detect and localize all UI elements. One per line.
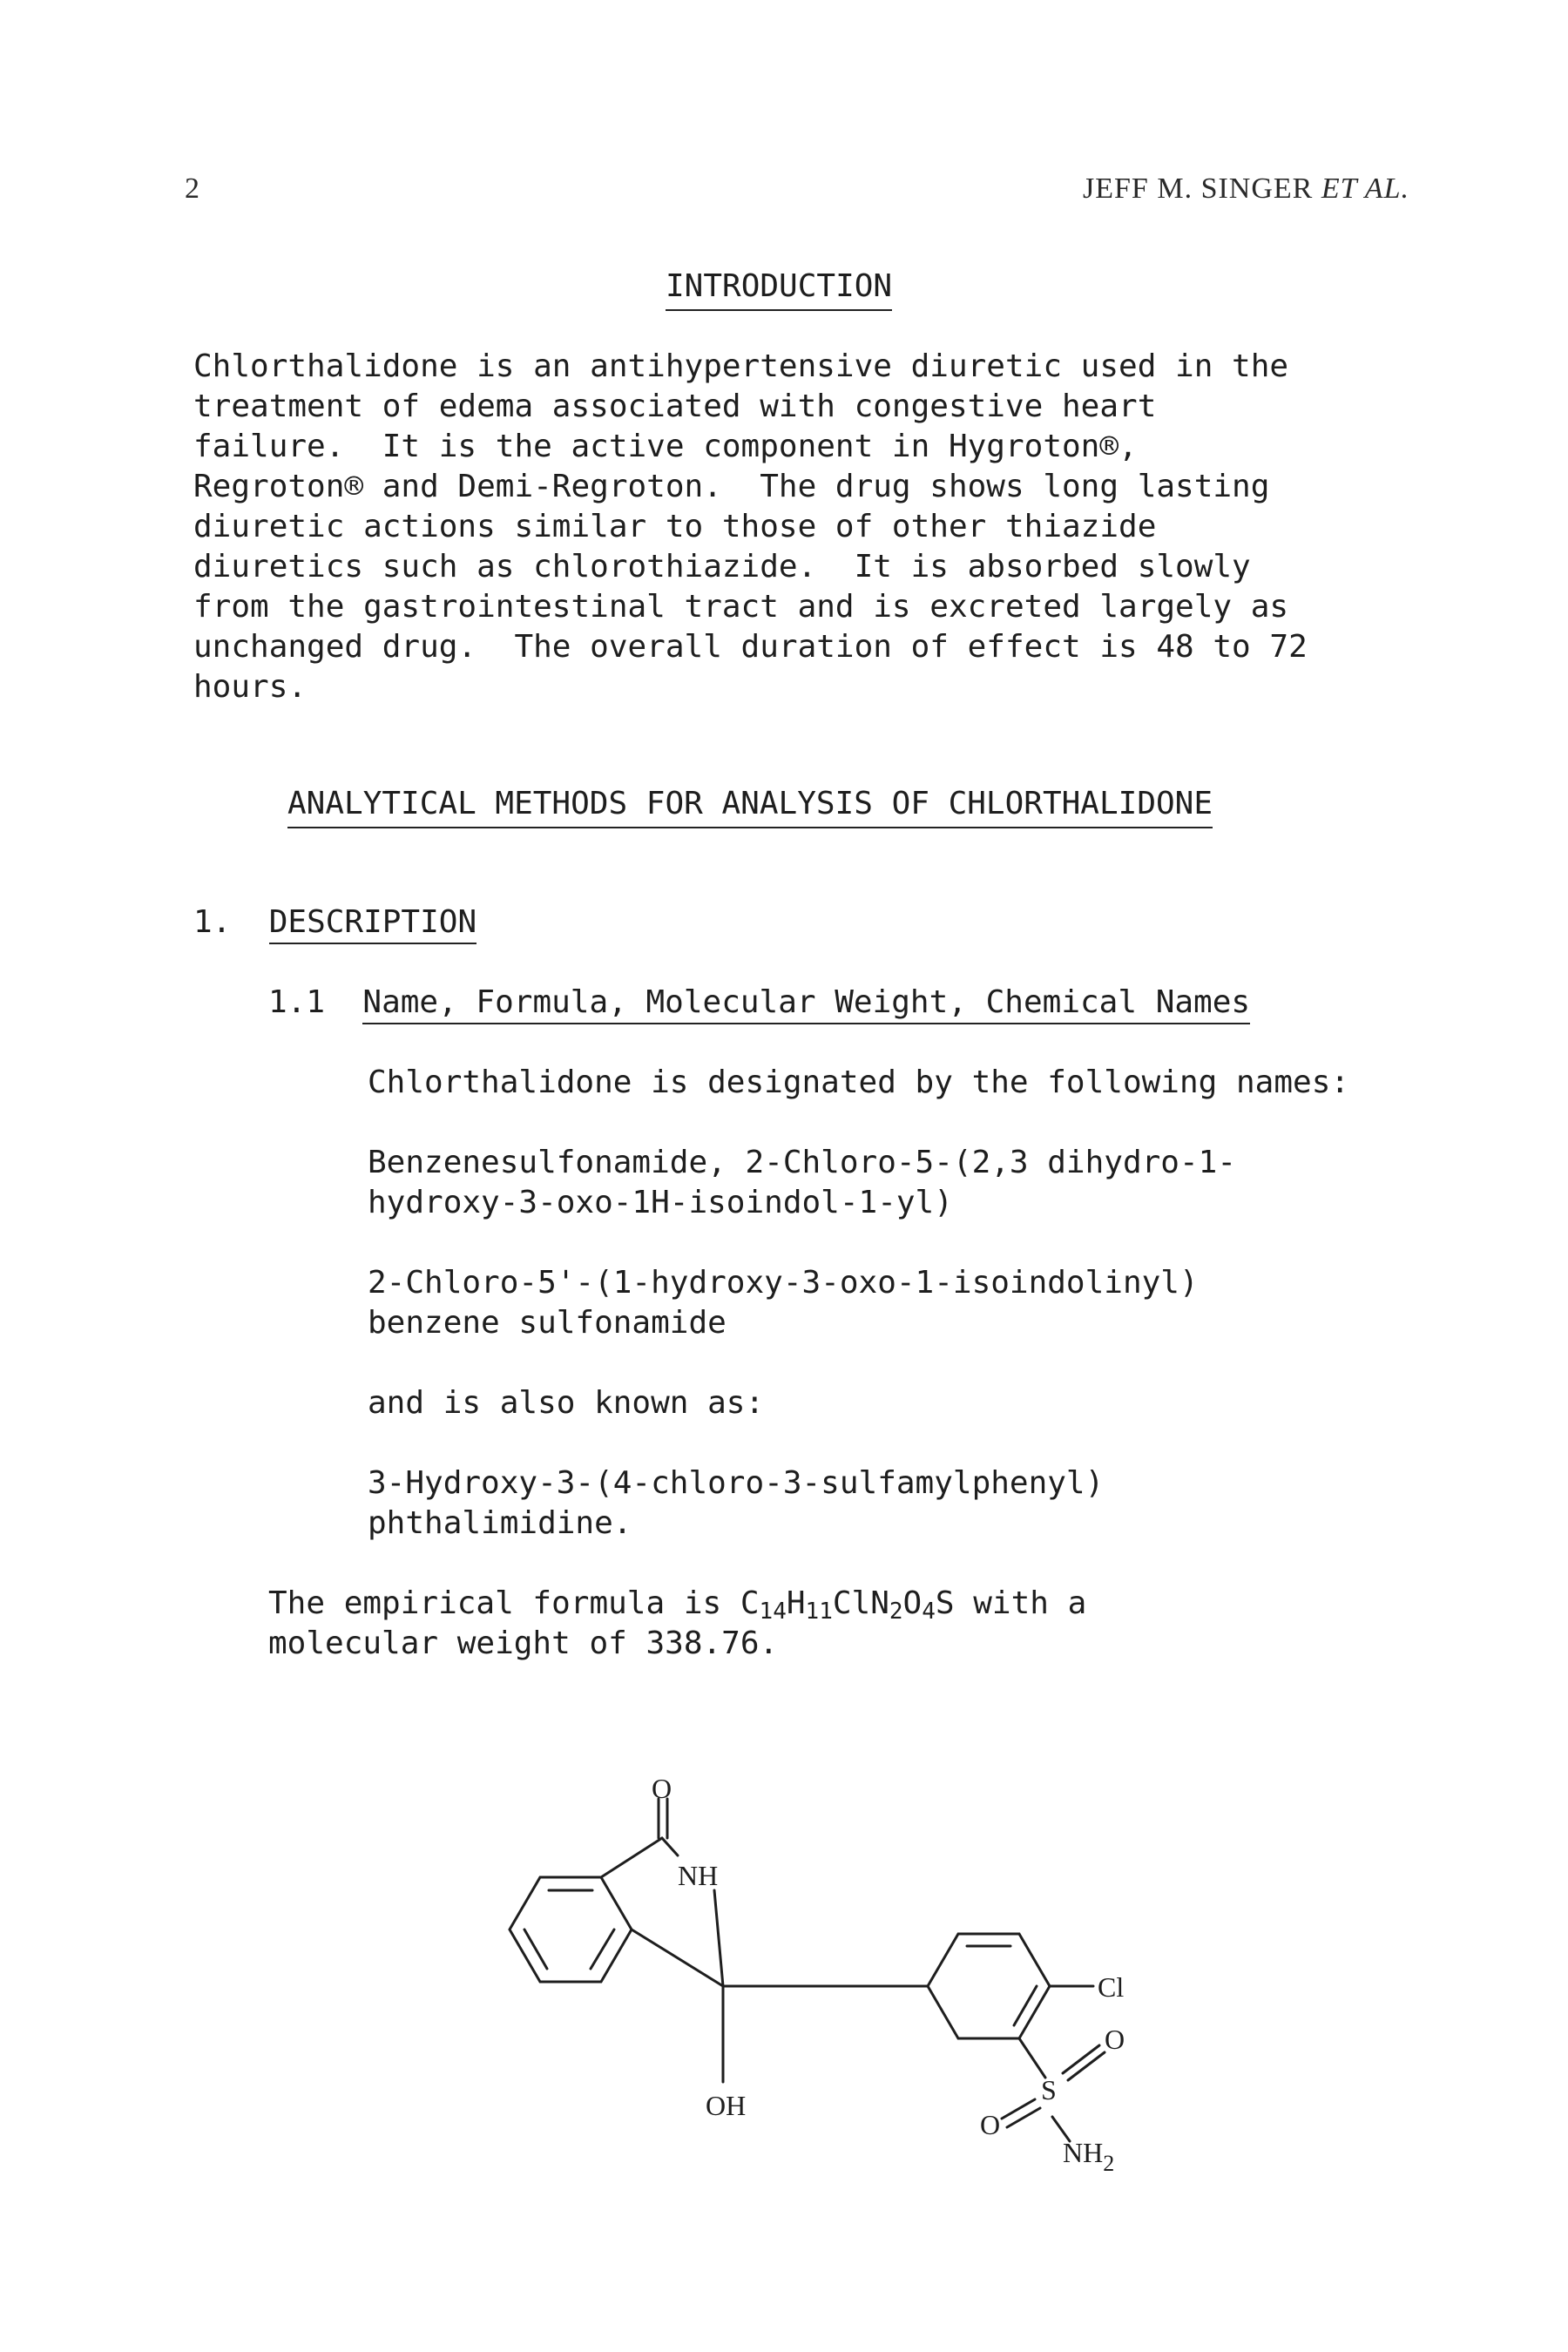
formula-subscript: 14: [759, 1598, 787, 1625]
n-c-bond: [714, 1890, 723, 1986]
formula-subscript: 2: [889, 1598, 903, 1625]
chemical-name-1: [368, 1143, 1236, 1223]
formula-element: C: [740, 1585, 760, 1621]
carbonyl-oxygen-label: O: [652, 1773, 672, 1804]
section-1-number: 1.: [193, 904, 232, 940]
chemical-name-2-line: benzene sulfonamide: [368, 1305, 727, 1341]
intro-line: Regroton® and Demi-Regroton. The drug shows long lasting: [193, 469, 1270, 504]
carbonyl-ring-bond: [601, 1838, 662, 1877]
intro-line: diuretics such as chlorothiazide. It is absorbed slowly: [193, 549, 1251, 585]
section-1-1-number: 1.1: [268, 984, 326, 1020]
intro-line: Chlorthalidone is an antihypertensive diuretic used in the: [193, 348, 1289, 384]
s-o-double-bond: [1007, 2108, 1040, 2127]
intro-line: failure. It is the active component in Hygroton®,: [193, 429, 1138, 464]
formula-paragraph: [268, 1584, 1086, 1664]
formula-element: O: [902, 1585, 923, 1621]
chlorthalidone-structure: [453, 1773, 1237, 2178]
running-title-etal: ET AL.: [1321, 172, 1409, 205]
chemical-name-3-line: 3-Hydroxy-3-(4-chloro-3-sulfamylphenyl): [368, 1465, 1105, 1501]
molecular-weight-line: molecular weight of 338.76.: [268, 1625, 779, 1661]
nh2-subscript: 2: [1103, 2151, 1115, 2176]
nh2-base: NH: [1063, 2137, 1104, 2168]
formula-subscript: 4: [922, 1598, 936, 1625]
methods-heading: ANALYTICAL METHODS FOR ANALYSIS OF CHLORTHALIDONE: [287, 784, 1213, 828]
chemical-name-3-line: phthalimidine.: [368, 1505, 632, 1541]
inner-double-bond: [1014, 1986, 1037, 2025]
known-as-paragraph: and is also known as:: [368, 1385, 765, 1421]
formula-text-after: with a: [954, 1585, 1087, 1621]
intro-line: diuretic actions similar to those of other thiazide: [193, 509, 1157, 544]
introduction-paragraph: [193, 347, 1308, 707]
designated-paragraph: Chlorthalidone is designated by the following names:: [368, 1064, 1350, 1100]
sulfonyl-oxygen-left-label: O: [980, 2109, 1001, 2140]
chlorophenyl-ring: [928, 1934, 1050, 2038]
sulfonyl-oxygen-right-label: O: [1105, 2024, 1125, 2055]
chemical-name-3: [368, 1463, 1104, 1544]
section-1-title: DESCRIPTION: [269, 904, 476, 944]
sulfur-label: S: [1041, 2074, 1057, 2105]
introduction-heading: INTRODUCTION: [666, 267, 892, 311]
formula-element: H: [786, 1585, 806, 1621]
intro-line: unchanged drug. The overall duration of effect is 48 to 72: [193, 629, 1308, 665]
intro-line: treatment of edema associated with congestive heart: [193, 389, 1157, 424]
section-1-1-heading: [268, 983, 1250, 1023]
formula-element: ClN: [832, 1585, 889, 1621]
chlorine-label: Cl: [1098, 1971, 1125, 2003]
c-n-bond: [662, 1838, 678, 1855]
intro-line: from the gastrointestinal tract and is excreted largely as: [193, 589, 1289, 625]
inner-double-bond: [591, 1930, 614, 1969]
chemical-name-2: [368, 1263, 1199, 1343]
formula-line: [268, 1584, 1086, 1624]
running-title: [1083, 172, 1409, 206]
section-1-heading: [193, 902, 476, 943]
section-1-1-title: Name, Formula, Molecular Weight, Chemical Names: [362, 984, 1250, 1024]
s-o-double-bond: [1002, 2099, 1035, 2119]
formula-text-before: The empirical formula is: [268, 1585, 740, 1621]
nh2-label: [1063, 2137, 1114, 2176]
intro-line: hours.: [193, 669, 308, 705]
ring-c-bond: [632, 1930, 723, 1986]
formula-subscript: 11: [805, 1598, 833, 1625]
chemical-name-1-line: Benzenesulfonamide, 2-Chloro-5-(2,3 dihydro-1-: [368, 1145, 1236, 1180]
formula-element: S: [935, 1585, 955, 1621]
c-s-bond: [1019, 2038, 1045, 2078]
running-title-author: JEFF M. SINGER: [1083, 172, 1314, 205]
chemical-name-1-line: hydroxy-3-oxo-1H-isoindol-1-yl): [368, 1185, 953, 1220]
nh-label: NH: [678, 1860, 719, 1891]
page-number: 2: [185, 172, 199, 205]
chemical-name-2-line: 2-Chloro-5'-(1-hydroxy-3-oxo-1-isoindolinyl): [368, 1265, 1199, 1301]
oh-label: OH: [706, 2090, 747, 2121]
